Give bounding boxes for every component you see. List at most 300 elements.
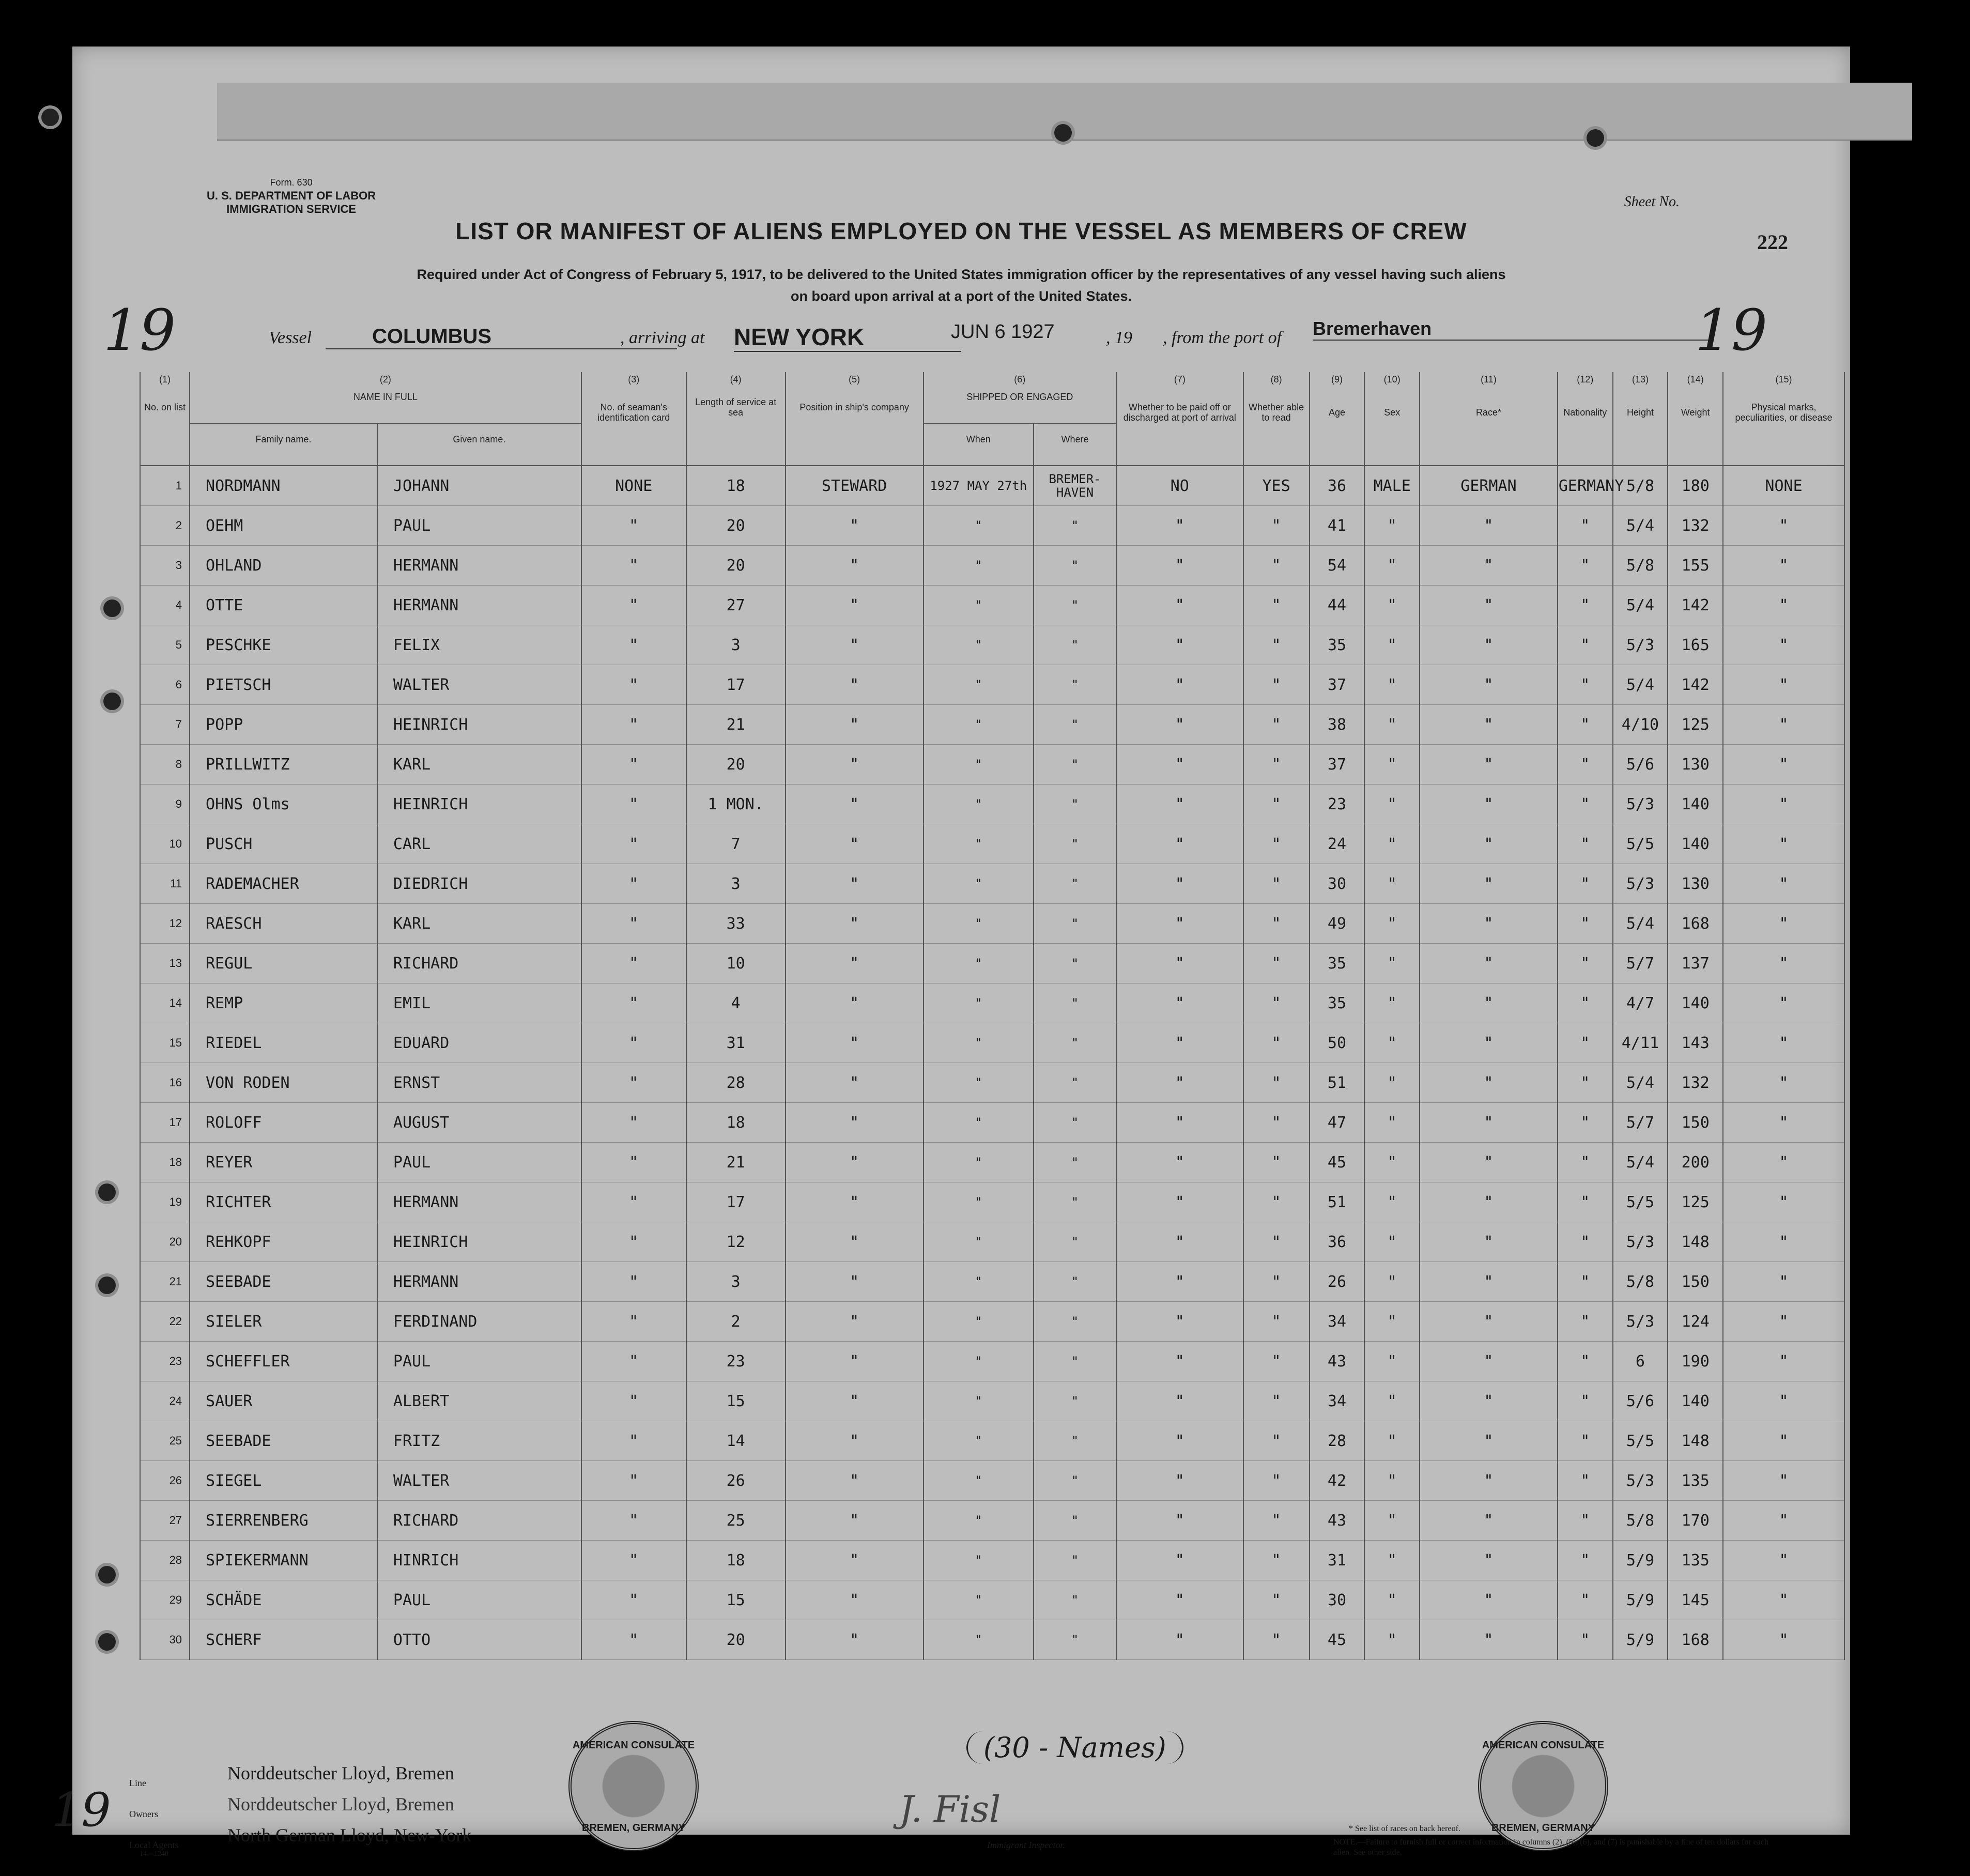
- id-card-cell: ": [581, 1541, 686, 1580]
- weight-cell: 142: [1668, 665, 1723, 705]
- given-name-cell: HERMANN: [377, 546, 581, 586]
- height-cell: 5/4: [1613, 904, 1668, 944]
- race-cell: ": [1420, 1302, 1558, 1342]
- nationality-cell: GERMANY: [1558, 466, 1613, 506]
- family-name-cell: SCHERF: [190, 1620, 377, 1660]
- paid-off-cell: ": [1116, 506, 1243, 546]
- position-cell: ": [786, 665, 924, 705]
- shipped-where-cell: ": [1034, 1580, 1116, 1620]
- sex-cell: ": [1364, 1381, 1420, 1421]
- col-3-number: (3): [581, 372, 686, 387]
- nationality-cell: ": [1558, 625, 1613, 665]
- length-of-service-cell: 18: [686, 1103, 786, 1143]
- physical-marks-cell: ": [1723, 864, 1844, 904]
- paid-off-cell: ": [1116, 785, 1243, 824]
- table-row: [140, 586, 1844, 625]
- paid-off-cell: NO: [1116, 466, 1243, 506]
- paid-off-cell: ": [1116, 705, 1243, 745]
- able-to-read-cell: ": [1243, 1063, 1310, 1103]
- physical-marks-cell: ": [1723, 1302, 1844, 1342]
- sex-cell: ": [1364, 1023, 1420, 1063]
- height-cell: 5/3: [1613, 785, 1668, 824]
- weight-cell: 130: [1668, 864, 1723, 904]
- from-port: Bremerhaven: [1313, 318, 1711, 341]
- able-to-read-cell: ": [1243, 1302, 1310, 1342]
- shipped-when-cell: ": [924, 1342, 1034, 1381]
- id-card-cell: ": [581, 944, 686, 983]
- table-row: [140, 1023, 1844, 1063]
- paid-off-cell: ": [1116, 1501, 1243, 1541]
- races-note: * See list of races on back hereof.: [1349, 1824, 1460, 1833]
- able-to-read-cell: ": [1243, 1222, 1310, 1262]
- weight-cell: 165: [1668, 625, 1723, 665]
- paid-off-cell: ": [1116, 1103, 1243, 1143]
- shipped-when-cell: ": [924, 1421, 1034, 1461]
- paid-off-cell: ": [1116, 1302, 1243, 1342]
- sex-cell: ": [1364, 506, 1420, 546]
- paid-off-cell: ": [1116, 546, 1243, 586]
- row-number-cell: 5: [140, 625, 190, 665]
- shipped-where-cell: ": [1034, 1421, 1116, 1461]
- sex-cell: ": [1364, 785, 1420, 824]
- given-name-cell: FELIX: [377, 625, 581, 665]
- row-number-cell: 19: [140, 1182, 190, 1222]
- height-cell: 5/9: [1613, 1541, 1668, 1580]
- shipped-where-cell: ": [1034, 1461, 1116, 1501]
- shipped-when-cell: ": [924, 1620, 1034, 1660]
- length-of-service-cell: 28: [686, 1063, 786, 1103]
- row-number-cell: 24: [140, 1381, 190, 1421]
- race-cell: ": [1420, 1342, 1558, 1381]
- shipped-where-cell: ": [1034, 1501, 1116, 1541]
- able-to-read-cell: ": [1243, 1103, 1310, 1143]
- physical-marks-cell: ": [1723, 1381, 1844, 1421]
- shipped-where-cell: ": [1034, 944, 1116, 983]
- physical-marks-cell: ": [1723, 1620, 1844, 1660]
- age-cell: 36: [1310, 466, 1365, 506]
- physical-marks-cell: ": [1723, 665, 1844, 705]
- id-card-cell: ": [581, 665, 686, 705]
- col-9-number: (9): [1310, 372, 1365, 387]
- family-name-cell: OHNS Olms: [190, 785, 377, 824]
- weight-cell: 155: [1668, 546, 1723, 586]
- paid-off-cell: ": [1116, 1620, 1243, 1660]
- shipped-where-cell: ": [1034, 983, 1116, 1023]
- paid-off-cell: ": [1116, 1063, 1243, 1103]
- paid-off-cell: ": [1116, 1222, 1243, 1262]
- race-cell: ": [1420, 506, 1558, 546]
- position-cell: ": [786, 1222, 924, 1262]
- race-cell: ": [1420, 824, 1558, 864]
- race-cell: ": [1420, 1262, 1558, 1302]
- id-card-cell: ": [581, 546, 686, 586]
- id-card-cell: ": [581, 1461, 686, 1501]
- length-of-service-cell: 20: [686, 506, 786, 546]
- race-cell: ": [1420, 546, 1558, 586]
- id-card-cell: ": [581, 625, 686, 665]
- shipped-when-cell: ": [924, 983, 1034, 1023]
- header-where: Where: [1034, 423, 1116, 466]
- punch-hole: [1587, 129, 1604, 147]
- row-number-cell: 6: [140, 665, 190, 705]
- able-to-read-cell: YES: [1243, 466, 1310, 506]
- table-row: [140, 1302, 1844, 1342]
- line-value: Norddeutscher Lloyd, Bremen: [227, 1763, 454, 1783]
- row-number-cell: 25: [140, 1421, 190, 1461]
- weight-cell: 125: [1668, 1182, 1723, 1222]
- age-cell: 47: [1310, 1103, 1365, 1143]
- shipped-where-cell: ": [1034, 785, 1116, 824]
- given-name-cell: PAUL: [377, 506, 581, 546]
- column-numbers-row: [140, 372, 1844, 387]
- weight-cell: 150: [1668, 1103, 1723, 1143]
- shipped-when-cell: ": [924, 665, 1034, 705]
- given-name-cell: KARL: [377, 745, 581, 785]
- height-cell: 5/6: [1613, 1381, 1668, 1421]
- paid-off-cell: ": [1116, 864, 1243, 904]
- able-to-read-cell: ": [1243, 824, 1310, 864]
- row-number-cell: 11: [140, 864, 190, 904]
- position-cell: ": [786, 1103, 924, 1143]
- nationality-cell: ": [1558, 1580, 1613, 1620]
- sheet-label: Sheet No.: [1624, 194, 1680, 210]
- length-of-service-cell: 14: [686, 1421, 786, 1461]
- weight-cell: 137: [1668, 944, 1723, 983]
- age-cell: 30: [1310, 864, 1365, 904]
- position-cell: ": [786, 1541, 924, 1580]
- able-to-read-cell: ": [1243, 1421, 1310, 1461]
- id-card-cell: ": [581, 864, 686, 904]
- id-card-cell: ": [581, 1182, 686, 1222]
- position-cell: ": [786, 1302, 924, 1342]
- position-cell: ": [786, 824, 924, 864]
- row-number-cell: 12: [140, 904, 190, 944]
- height-cell: 5/7: [1613, 1103, 1668, 1143]
- race-cell: ": [1420, 1143, 1558, 1182]
- weight-cell: 140: [1668, 983, 1723, 1023]
- length-of-service-cell: 15: [686, 1580, 786, 1620]
- able-to-read-cell: ": [1243, 586, 1310, 625]
- position-cell: ": [786, 1262, 924, 1302]
- table-row: [140, 983, 1844, 1023]
- physical-marks-cell: ": [1723, 1103, 1844, 1143]
- owners-label: Owners: [129, 1809, 158, 1819]
- family-name-cell: SAUER: [190, 1381, 377, 1421]
- age-cell: 51: [1310, 1063, 1365, 1103]
- given-name-cell: JOHANN: [377, 466, 581, 506]
- height-cell: 5/4: [1613, 1063, 1668, 1103]
- nationality-cell: ": [1558, 1023, 1613, 1063]
- table-row: [140, 1103, 1844, 1143]
- shipped-when-cell: ": [924, 1182, 1034, 1222]
- shipped-when-cell: ": [924, 705, 1034, 745]
- position-cell: ": [786, 506, 924, 546]
- paid-off-cell: ": [1116, 1182, 1243, 1222]
- row-number-cell: 13: [140, 944, 190, 983]
- shipped-where-cell: ": [1034, 824, 1116, 864]
- nationality-cell: ": [1558, 1222, 1613, 1262]
- physical-marks-cell: ": [1723, 1063, 1844, 1103]
- sex-cell: ": [1364, 1143, 1420, 1182]
- length-of-service-cell: 26: [686, 1461, 786, 1501]
- weight-cell: 200: [1668, 1143, 1723, 1182]
- punch-hole: [98, 1183, 116, 1201]
- weight-cell: 170: [1668, 1501, 1723, 1541]
- height-cell: 5/3: [1613, 1302, 1668, 1342]
- height-cell: 5/8: [1613, 546, 1668, 586]
- race-cell: ": [1420, 1620, 1558, 1660]
- sex-cell: ": [1364, 665, 1420, 705]
- line-label: Line: [129, 1778, 146, 1788]
- header-family-name: Family name.: [190, 423, 377, 466]
- position-cell: ": [786, 586, 924, 625]
- race-cell: ": [1420, 1421, 1558, 1461]
- age-cell: 45: [1310, 1143, 1365, 1182]
- table-row: [140, 625, 1844, 665]
- table-row: [140, 506, 1844, 546]
- height-cell: 5/3: [1613, 864, 1668, 904]
- paid-off-cell: ": [1116, 1143, 1243, 1182]
- race-cell: ": [1420, 1103, 1558, 1143]
- print-code: 14—1240: [140, 1850, 168, 1858]
- shipped-where-cell: ": [1034, 625, 1116, 665]
- able-to-read-cell: ": [1243, 1501, 1310, 1541]
- id-card-cell: ": [581, 586, 686, 625]
- position-cell: ": [786, 1063, 924, 1103]
- row-number-cell: 7: [140, 705, 190, 745]
- id-card-cell: ": [581, 1501, 686, 1541]
- header-weight: Weight: [1668, 387, 1723, 466]
- shipped-when-cell: ": [924, 1541, 1034, 1580]
- height-cell: 5/5: [1613, 1182, 1668, 1222]
- id-card-cell: ": [581, 1381, 686, 1421]
- family-name-cell: VON RODEN: [190, 1063, 377, 1103]
- family-name-cell: PUSCH: [190, 824, 377, 864]
- age-cell: 49: [1310, 904, 1365, 944]
- nationality-cell: ": [1558, 1461, 1613, 1501]
- row-number-cell: 15: [140, 1023, 190, 1063]
- penalty-note: NOTE.—Failure to furnish full or correct information in columns (2), (5), (6), and (7) is punishable by a fine of ten dollars for each alien. See other side.: [1333, 1838, 1768, 1857]
- age-cell: 41: [1310, 506, 1365, 546]
- nationality-cell: ": [1558, 1182, 1613, 1222]
- family-name-cell: OEHM: [190, 506, 377, 546]
- row-number-cell: 22: [140, 1302, 190, 1342]
- row-number-cell: 2: [140, 506, 190, 546]
- punch-hole: [98, 1277, 116, 1294]
- row-number-cell: 30: [140, 1620, 190, 1660]
- table-row: [140, 1063, 1844, 1103]
- shipped-where-cell: ": [1034, 864, 1116, 904]
- department-name: U. S. DEPARTMENT OF LABOR: [207, 189, 376, 202]
- physical-marks-cell: ": [1723, 1342, 1844, 1381]
- vessel-name: COLUMBUS: [326, 325, 677, 349]
- height-cell: 5/6: [1613, 745, 1668, 785]
- id-card-cell: ": [581, 1023, 686, 1063]
- length-of-service-cell: 23: [686, 1342, 786, 1381]
- sex-cell: ": [1364, 546, 1420, 586]
- age-cell: 50: [1310, 1023, 1365, 1063]
- family-name-cell: POPP: [190, 705, 377, 745]
- family-name-cell: REMP: [190, 983, 377, 1023]
- header-race: Race*: [1420, 387, 1558, 466]
- weight-cell: 125: [1668, 705, 1723, 745]
- height-cell: 5/3: [1613, 1461, 1668, 1501]
- punch-hole: [1054, 124, 1072, 142]
- vessel-line: [72, 297, 1850, 363]
- id-card-cell: ": [581, 1580, 686, 1620]
- race-cell: ": [1420, 864, 1558, 904]
- height-cell: 5/8: [1613, 1262, 1668, 1302]
- given-name-cell: RICHARD: [377, 944, 581, 983]
- age-cell: 34: [1310, 1381, 1365, 1421]
- nationality-cell: ": [1558, 665, 1613, 705]
- given-name-cell: ALBERT: [377, 1381, 581, 1421]
- physical-marks-cell: ": [1723, 1580, 1844, 1620]
- paid-off-cell: ": [1116, 1541, 1243, 1580]
- age-cell: 43: [1310, 1501, 1365, 1541]
- paid-off-cell: ": [1116, 1262, 1243, 1302]
- length-of-service-cell: 17: [686, 665, 786, 705]
- col-13-number: (13): [1613, 372, 1668, 387]
- header-paid-off: Whether to be paid off or discharged at port of arrival: [1116, 387, 1243, 466]
- sex-cell: ": [1364, 864, 1420, 904]
- race-cell: ": [1420, 586, 1558, 625]
- able-to-read-cell: ": [1243, 785, 1310, 824]
- nationality-cell: ": [1558, 1501, 1613, 1541]
- age-cell: 35: [1310, 625, 1365, 665]
- shipped-when-cell: ": [924, 1262, 1034, 1302]
- position-cell: ": [786, 1023, 924, 1063]
- height-cell: 5/4: [1613, 1143, 1668, 1182]
- document-subtitle: [72, 264, 1850, 307]
- header-id-card: No. of seaman's identification card: [581, 387, 686, 466]
- race-cell: ": [1420, 1182, 1558, 1222]
- position-cell: ": [786, 1461, 924, 1501]
- age-cell: 54: [1310, 546, 1365, 586]
- physical-marks-cell: ": [1723, 983, 1844, 1023]
- header-shipped-or-engaged: SHIPPED OR ENGAGED: [924, 387, 1117, 423]
- crew-manifest-table: [140, 372, 1845, 1660]
- family-name-cell: PRILLWITZ: [190, 745, 377, 785]
- row-number-cell: 1: [140, 466, 190, 506]
- race-cell: ": [1420, 983, 1558, 1023]
- physical-marks-cell: NONE: [1723, 466, 1844, 506]
- weight-cell: 148: [1668, 1421, 1723, 1461]
- row-number-cell: 3: [140, 546, 190, 586]
- shipped-where-cell: ": [1034, 506, 1116, 546]
- physical-marks-cell: ": [1723, 625, 1844, 665]
- race-cell: ": [1420, 1461, 1558, 1501]
- table-row: [140, 1580, 1844, 1620]
- age-cell: 31: [1310, 1541, 1365, 1580]
- weight-cell: 124: [1668, 1302, 1723, 1342]
- row-number-cell: 26: [140, 1461, 190, 1501]
- given-name-cell: HERMANN: [377, 1182, 581, 1222]
- race-cell: ": [1420, 625, 1558, 665]
- shipped-where-cell: ": [1034, 1302, 1116, 1342]
- given-name-cell: HEINRICH: [377, 1222, 581, 1262]
- physical-marks-cell: ": [1723, 1421, 1844, 1461]
- sex-cell: ": [1364, 745, 1420, 785]
- shipped-when-cell: ": [924, 625, 1034, 665]
- id-card-cell: ": [581, 1063, 686, 1103]
- length-of-service-cell: 3: [686, 864, 786, 904]
- family-name-cell: PESCHKE: [190, 625, 377, 665]
- nationality-cell: ": [1558, 1541, 1613, 1580]
- weight-cell: 145: [1668, 1580, 1723, 1620]
- shipped-where-cell: ": [1034, 1541, 1116, 1580]
- given-name-cell: HEINRICH: [377, 705, 581, 745]
- nationality-cell: ": [1558, 1302, 1613, 1342]
- given-name-cell: FERDINAND: [377, 1302, 581, 1342]
- length-of-service-cell: 18: [686, 466, 786, 506]
- shipped-where-cell: ": [1034, 904, 1116, 944]
- table-row: [140, 1620, 1844, 1660]
- nationality-cell: ": [1558, 1103, 1613, 1143]
- shipped-where-cell: ": [1034, 1381, 1116, 1421]
- id-card-cell: ": [581, 1342, 686, 1381]
- position-cell: ": [786, 1620, 924, 1660]
- table-row: [140, 546, 1844, 586]
- shipped-where-cell: ": [1034, 1182, 1116, 1222]
- family-name-cell: SIERRENBERG: [190, 1501, 377, 1541]
- punch-hole: [41, 109, 59, 126]
- position-cell: ": [786, 944, 924, 983]
- height-cell: 5/8: [1613, 1501, 1668, 1541]
- row-number-cell: 14: [140, 983, 190, 1023]
- id-card-cell: ": [581, 1302, 686, 1342]
- shipped-when-cell: ": [924, 586, 1034, 625]
- owners-value: Norddeutscher Lloyd, Bremen: [227, 1794, 454, 1815]
- race-cell: ": [1420, 1580, 1558, 1620]
- given-name-cell: PAUL: [377, 1580, 581, 1620]
- able-to-read-cell: ": [1243, 546, 1310, 586]
- col-7-number: (7): [1116, 372, 1243, 387]
- given-name-cell: WALTER: [377, 665, 581, 705]
- age-cell: 35: [1310, 944, 1365, 983]
- weight-cell: 130: [1668, 745, 1723, 785]
- given-name-cell: DIEDRICH: [377, 864, 581, 904]
- table-row: [140, 745, 1844, 785]
- race-cell: ": [1420, 705, 1558, 745]
- family-name-cell: SPIEKERMANN: [190, 1541, 377, 1580]
- shipped-where-cell: ": [1034, 1262, 1116, 1302]
- table-row: [140, 1222, 1844, 1262]
- shipped-when-cell: ": [924, 1103, 1034, 1143]
- age-cell: 51: [1310, 1182, 1365, 1222]
- header-length-of-service: Length of service at sea: [686, 387, 786, 466]
- family-name-cell: RAESCH: [190, 904, 377, 944]
- given-name-cell: HEINRICH: [377, 785, 581, 824]
- sex-cell: ": [1364, 1541, 1420, 1580]
- position-cell: ": [786, 785, 924, 824]
- col-8-number: (8): [1243, 372, 1310, 387]
- age-cell: 35: [1310, 983, 1365, 1023]
- nationality-cell: ": [1558, 785, 1613, 824]
- paid-off-cell: ": [1116, 745, 1243, 785]
- weight-cell: 132: [1668, 506, 1723, 546]
- paid-off-cell: ": [1116, 586, 1243, 625]
- able-to-read-cell: ": [1243, 1262, 1310, 1302]
- table-row: [140, 665, 1844, 705]
- age-cell: 36: [1310, 1222, 1365, 1262]
- header-position: Position in ship's company: [786, 387, 924, 466]
- id-card-cell: ": [581, 506, 686, 546]
- position-cell: ": [786, 1143, 924, 1182]
- able-to-read-cell: ": [1243, 1143, 1310, 1182]
- shipped-when-cell: ": [924, 1381, 1034, 1421]
- nationality-cell: ": [1558, 705, 1613, 745]
